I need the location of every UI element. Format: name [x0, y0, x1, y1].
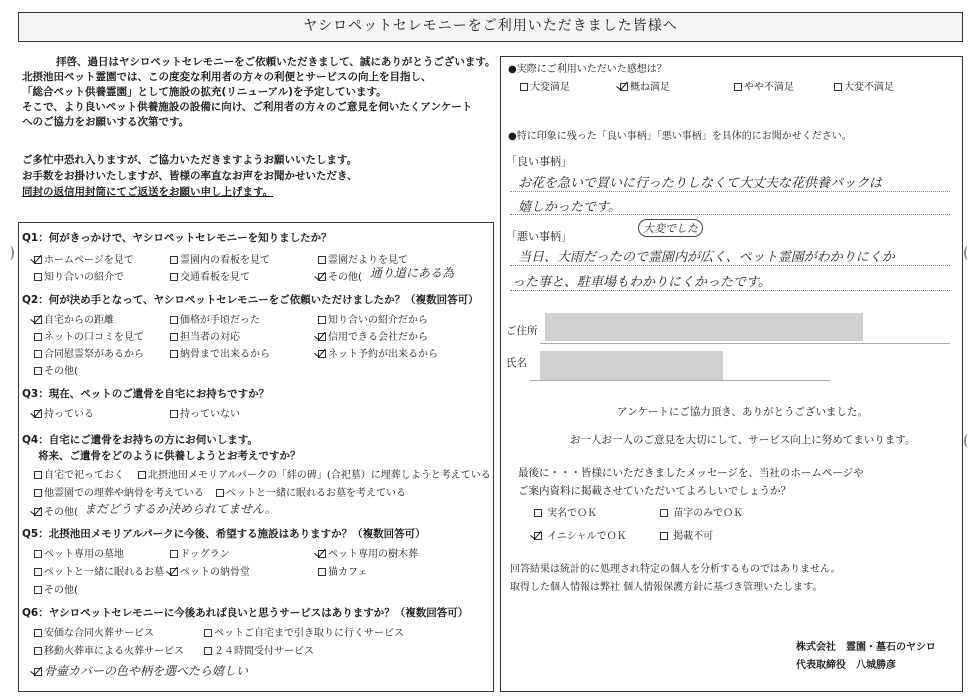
- punch-mark-right-2: [964, 434, 972, 448]
- option-label: 信用できる会社だから: [328, 332, 428, 343]
- q1-option[interactable]: [318, 268, 362, 283]
- option-label: その他(: [44, 507, 78, 518]
- name-redacted-field[interactable]: [540, 351, 723, 380]
- intro-line: 拝啓、過日はヤシロペットセレモニーをご依頼いただきまして、誠にありがとうございます。: [56, 56, 496, 68]
- punch-mark-left: [6, 246, 14, 260]
- checkbox[interactable]: [34, 273, 42, 281]
- q6-question: Q6：ヤシロペットセレモニーに今後あれば良いと思うサービスはありますか？（複数回答可）: [22, 607, 469, 619]
- checkbox[interactable]: [34, 647, 42, 655]
- option-label: 掲載不可: [673, 531, 714, 542]
- q2-option[interactable]: [318, 345, 438, 360]
- intro-paragraph-2: [22, 152, 358, 200]
- q4-option[interactable]: [34, 484, 204, 499]
- checkbox-checked[interactable]: [34, 668, 42, 676]
- intro-line: 同封の返信用封筒にてご返送をお願い申し上げます。: [22, 186, 274, 198]
- checkbox[interactable]: [534, 509, 542, 517]
- option-label: 霊園だよりを見て: [328, 255, 408, 266]
- impression-option[interactable]: [620, 78, 670, 93]
- q4-option[interactable]: [138, 466, 491, 481]
- name-underline: [530, 380, 830, 381]
- option-label: ペット専用の墓地: [44, 549, 124, 560]
- checkbox[interactable]: [734, 83, 742, 91]
- option-label: 実名でＯＫ: [547, 508, 598, 519]
- option-label: やや不満足: [744, 82, 794, 93]
- good-label: 「良い事柄」: [506, 155, 572, 168]
- checkbox[interactable]: [170, 410, 178, 418]
- intro-line: へのご協力をお願いする次第です。: [22, 116, 190, 128]
- address-underline: [540, 343, 950, 344]
- option-label: ２４時間受付サービス: [214, 646, 314, 657]
- address-redacted-field[interactable]: [545, 313, 863, 341]
- checkbox[interactable]: [34, 550, 42, 558]
- checkbox[interactable]: [318, 256, 326, 264]
- q6-option[interactable]: [34, 624, 154, 639]
- option-label: 持っていない: [180, 409, 240, 420]
- option-label: 他霊園での埋葬や納骨を考えている: [44, 488, 204, 499]
- q2-option[interactable]: [318, 328, 428, 343]
- q3-question: Q3：現在、ペットのご遺骨を自宅にお持ちですか？: [22, 388, 270, 400]
- option-label: 価格が手頃だった: [180, 315, 260, 326]
- q1-option[interactable]: [170, 251, 270, 266]
- checkbox-checked[interactable]: [318, 350, 326, 358]
- publish-option[interactable]: [534, 527, 627, 542]
- bad-text-line1: 当日、大雨だったので霊園内が広く、ペット霊園がわかりにくか: [518, 250, 895, 265]
- bad-line-1: [510, 265, 950, 266]
- checkbox[interactable]: [34, 350, 42, 358]
- privacy-line2: 取得した個人情報は弊社 個人情報保護方針に基づき管理いたします。: [510, 582, 823, 593]
- intro-line: お手数をお掛けいたしますが、皆様の率直なお声をお聞かせいただき、: [22, 170, 358, 182]
- q4-option[interactable]: [34, 466, 124, 481]
- q6-handwritten: 骨壷カバーの色や柄を選べたら嬉しい: [44, 664, 249, 678]
- option-label: ペット専用の樹木葬: [328, 549, 418, 560]
- checkbox[interactable]: [170, 256, 178, 264]
- checkbox[interactable]: [34, 333, 42, 341]
- q1-option[interactable]: [34, 251, 134, 266]
- option-label: イニシャルでＯＫ: [547, 531, 627, 542]
- q4-handwritten-other: まだどうするか決められてません。: [84, 502, 277, 516]
- checkbox-checked[interactable]: [318, 273, 326, 281]
- option-label: 交通看板を見て: [180, 272, 250, 283]
- representative: 代表取締役 八城勝彦: [796, 660, 896, 671]
- q5-option[interactable]: [170, 545, 230, 560]
- publish-question-2: ご案内資料に掲載させていただいてよろしいでしょうか？: [518, 485, 791, 497]
- checkbox[interactable]: [34, 471, 42, 479]
- thanks-line2: お一人お一人のご意見を大切にして、サービス向上に努めてまいります。: [570, 434, 916, 446]
- q2-option[interactable]: [34, 345, 144, 360]
- good-text-line1: お花を急いで買いに行ったりしなくて大丈夫な花供養パックは: [518, 176, 883, 191]
- option-label: ネットの口コミを見て: [44, 332, 144, 343]
- q2-option[interactable]: [170, 311, 260, 326]
- q5-option[interactable]: [34, 563, 164, 578]
- q5-option[interactable]: [318, 545, 418, 560]
- impression-option[interactable]: [520, 78, 570, 93]
- publish-question-1: 最後に・・・皆様にいただきましたメッセージを、当社のホームページや: [518, 467, 864, 479]
- checkbox[interactable]: [34, 586, 42, 594]
- option-label: 霊園内の看板を見て: [180, 255, 270, 266]
- option-label: 猫カフェ: [328, 567, 368, 578]
- detail-question: ●特に印象に残った「良い事柄」「悪い事柄」を具体的にお聞かせください。: [508, 131, 852, 142]
- option-label: ペットの納骨堂: [180, 567, 250, 578]
- q3-option[interactable]: [34, 405, 94, 420]
- q4-option[interactable]: [34, 503, 78, 518]
- bad-label: 「悪い事柄」: [506, 230, 572, 243]
- option-label: その他(: [44, 366, 78, 377]
- checkbox-checked[interactable]: [34, 256, 42, 264]
- option-label: 合同慰霊祭があるから: [44, 349, 144, 360]
- q1-option[interactable]: [34, 268, 124, 283]
- checkbox-checked[interactable]: [534, 532, 542, 540]
- option-label: 自宅からの距離: [44, 315, 114, 326]
- q6-option[interactable]: [34, 642, 184, 657]
- q1-option[interactable]: [170, 268, 250, 283]
- option-label: 知り合いの紹介だから: [328, 315, 428, 326]
- checkbox[interactable]: [34, 489, 42, 497]
- checkbox[interactable]: [34, 568, 42, 576]
- q6-option[interactable]: [204, 642, 314, 657]
- checkbox[interactable]: [318, 316, 326, 324]
- option-label: ペットと一緒に眠れるお墓: [44, 567, 164, 578]
- checkbox[interactable]: [216, 489, 224, 497]
- thanks-line1: アンケートにご協力頂き、ありがとうございました。: [617, 406, 868, 418]
- q4-question-2: 将来、ご遺骨をどのように供養しようとお考えですか？: [38, 450, 301, 462]
- name-label: 氏名: [506, 357, 527, 369]
- checkbox[interactable]: [660, 532, 668, 540]
- checkbox-checked[interactable]: [620, 83, 628, 91]
- publish-option[interactable]: [660, 504, 743, 519]
- option-label: 大変不満足: [844, 82, 894, 93]
- checkbox[interactable]: [170, 273, 178, 281]
- option-label: 持っている: [44, 409, 94, 420]
- option-label: ペットと一緒に眠れるお墓を考えている: [226, 488, 406, 499]
- intro-line: そこで、より良いペット供養施設の設備に向け、ご利用者の方々のご意見を伺いたくアンケート: [22, 101, 473, 113]
- impression-option[interactable]: [734, 78, 794, 93]
- option-label: 納骨まで出来るから: [180, 349, 270, 360]
- privacy-line1: 回答結果は統計的に処理され特定の個人を分析するものではありません。: [510, 564, 841, 575]
- q5-question: Q5：北摂池田メモリアルパークに今後、希望する施設はありますか？（複数回答可）: [22, 528, 426, 540]
- checkbox[interactable]: [170, 350, 178, 358]
- option-label: ドッグラン: [180, 549, 230, 560]
- checkbox-checked[interactable]: [34, 508, 42, 516]
- q4-option[interactable]: [216, 484, 406, 499]
- option-label: 安価な合同火葬サービス: [44, 628, 154, 639]
- checkbox[interactable]: [204, 647, 212, 655]
- bad-insert: 大変でした: [638, 219, 703, 237]
- option-label: 自宅で祀っておく: [44, 470, 124, 481]
- intro-paragraph: [22, 55, 496, 130]
- publish-option[interactable]: [534, 504, 597, 519]
- checkbox-checked[interactable]: [34, 410, 42, 418]
- impression-question: ●実際にご利用いただいた感想は？: [508, 64, 667, 75]
- q2-option[interactable]: [34, 328, 144, 343]
- option-label: 担当者の対応: [180, 332, 240, 343]
- checkbox[interactable]: [318, 568, 326, 576]
- q4-question: Q4：自宅にご遺骨をお持ちの方にお伺いします。: [22, 434, 258, 446]
- checkbox[interactable]: [520, 83, 528, 91]
- q2-option[interactable]: [34, 362, 78, 377]
- bad-line-2: [510, 290, 950, 291]
- q6-handwritten-option[interactable]: [34, 662, 248, 679]
- option-label: 苗字のみでＯＫ: [673, 508, 744, 519]
- punch-mark-right: [964, 246, 972, 260]
- q2-option[interactable]: [170, 345, 270, 360]
- checkbox[interactable]: [834, 83, 842, 91]
- page-title: ヤシロペットセレモニーをご利用いただきました皆様へ: [18, 12, 963, 42]
- option-label: ペットご自宅まで引き取りに行くサービス: [214, 628, 404, 639]
- checkbox[interactable]: [170, 333, 178, 341]
- q3-option[interactable]: [170, 405, 240, 420]
- q6-option[interactable]: [204, 624, 404, 639]
- intro-line: 「総合ペット供養霊園」として施設の拡充(リニューアル)を予定しています。: [22, 86, 387, 98]
- option-label: その他(: [328, 272, 362, 283]
- q5-option[interactable]: [318, 563, 368, 578]
- impression-option[interactable]: [834, 78, 894, 93]
- q5-option[interactable]: [34, 545, 124, 560]
- checkbox[interactable]: [138, 471, 146, 479]
- option-label: ホームページを見て: [44, 255, 134, 266]
- checkbox[interactable]: [660, 509, 668, 517]
- intro-line: ご多忙中恐れ入りますが、ご協力いただきますようお願いいたします。: [22, 154, 358, 166]
- checkbox-checked[interactable]: [318, 333, 326, 341]
- checkbox[interactable]: [34, 367, 42, 375]
- good-line-1: [510, 191, 950, 192]
- checkbox[interactable]: [204, 629, 212, 637]
- good-text-line2: 嬉しかったです。: [518, 200, 621, 215]
- q1-handwritten-other: 通り道にある為: [370, 266, 455, 280]
- q2-option[interactable]: [318, 311, 428, 326]
- checkbox-checked[interactable]: [318, 550, 326, 558]
- address-label: ご住所: [506, 325, 538, 337]
- option-label: その他(: [44, 585, 78, 596]
- good-line-2: [510, 214, 950, 215]
- option-label: 知り合いの紹介で: [44, 272, 124, 283]
- publish-option[interactable]: [660, 527, 713, 542]
- q5-option[interactable]: [34, 581, 78, 596]
- checkbox[interactable]: [170, 316, 178, 324]
- option-label: 移動火葬車による火葬サービス: [44, 646, 184, 657]
- option-label: 大変満足: [530, 82, 570, 93]
- q1-question: Q1：何がきっかけで、ヤシロペットセレモニーを知りましたか？: [22, 232, 332, 244]
- option-label: 北摂池田メモリアルパークの「絆の碑」(合祀墓）に埋葬しようと考えている: [148, 470, 491, 481]
- q2-option[interactable]: [170, 328, 240, 343]
- checkbox[interactable]: [34, 629, 42, 637]
- checkbox-checked[interactable]: [34, 316, 42, 324]
- intro-line: 北摂池田ペット霊園では、この度変な利用者の方々の利便とサービスの向上を目指し、: [22, 71, 432, 83]
- checkbox[interactable]: [170, 550, 178, 558]
- option-label: ネット予約が出来るから: [328, 349, 438, 360]
- checkbox-checked[interactable]: [170, 568, 178, 576]
- bad-text-line2: った事と、駐車場もわかりにくかったです。: [512, 275, 771, 290]
- q2-option[interactable]: [34, 311, 114, 326]
- company-name: 株式会社 霊園・墓石のヤシロ: [796, 642, 936, 653]
- q2-question: Q2：何が決め手となって、ヤシロペットセレモニーをご依頼いただけましたか？（複数回答可）: [22, 294, 479, 306]
- option-label: 概ね満足: [630, 82, 670, 93]
- q5-option[interactable]: [170, 563, 250, 578]
